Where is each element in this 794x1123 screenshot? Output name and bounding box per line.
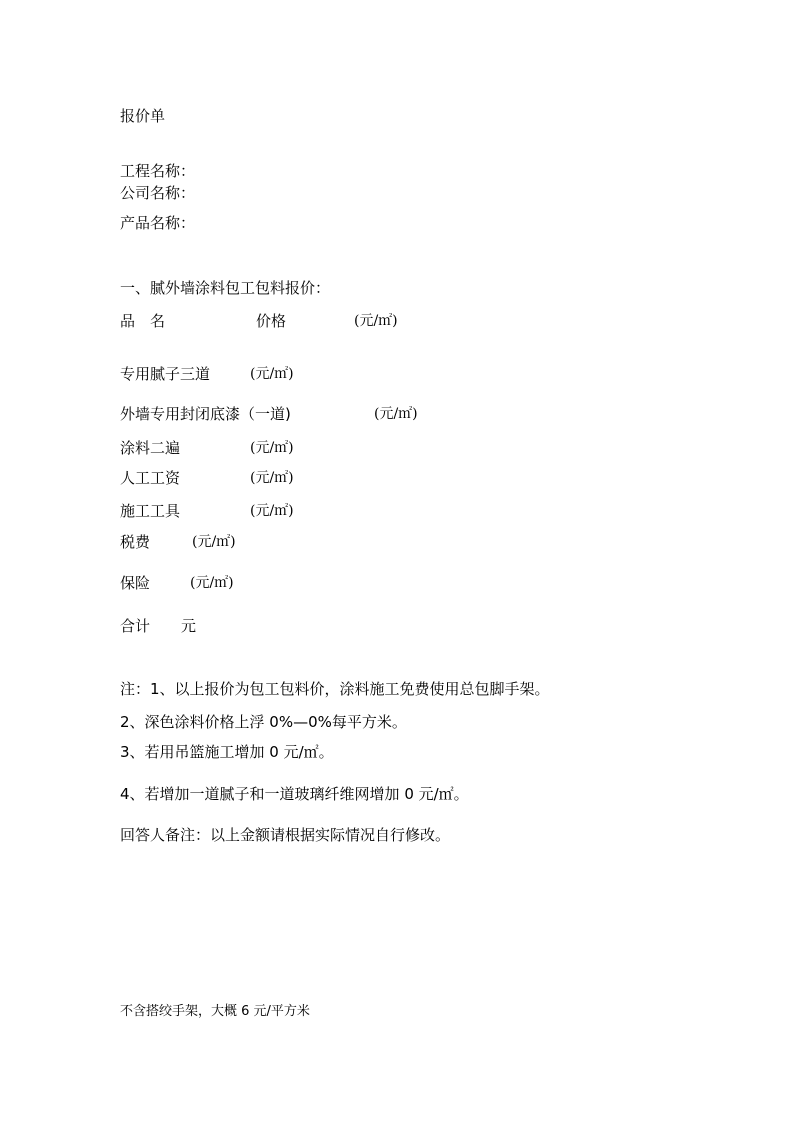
section-title: 一、腻外墙涂料包工包料报价： (120, 279, 331, 297)
list-item (120, 468, 520, 488)
header-unit: (元/㎡) (354, 313, 398, 329)
table-header (120, 311, 520, 331)
item-unit: (元/㎡) (192, 534, 236, 550)
note-3: 3、若用吊篮施工增加 0 元/㎡。 (120, 743, 334, 761)
list-item (120, 438, 520, 458)
field-company-name: 公司名称： (120, 184, 196, 202)
item-name: 税费 (120, 533, 151, 551)
header-name: 品 名 (120, 312, 166, 330)
answer-note: 回答人备注：以上金额请根据实际情况自行修改。 (120, 826, 451, 844)
item-unit: (元/㎡) (374, 406, 418, 422)
list-item (120, 364, 520, 384)
total-label: 合计 (120, 617, 151, 635)
item-unit: (元/㎡) (190, 575, 234, 591)
item-unit: (元/㎡) (250, 470, 294, 486)
doc-title: 报价单 (120, 107, 166, 125)
item-name: 保险 (120, 574, 151, 592)
item-name: 涂料二遍 (120, 439, 181, 457)
note-4: 4、若增加一道腻子和一道玻璃纤维网增加 0 元/㎡。 (120, 785, 469, 803)
total-row (120, 616, 520, 636)
note-1: 注：1、以上报价为包工包料价，涂料施工免费使用总包脚手架。 (120, 680, 550, 698)
header-price: 价格 (256, 312, 287, 330)
list-item (120, 404, 520, 424)
list-item (120, 573, 520, 593)
list-item (120, 501, 520, 521)
field-project-name: 工程名称： (120, 162, 196, 180)
item-unit: (元/㎡) (250, 366, 294, 382)
field-product-name: 产品名称： (120, 214, 196, 232)
item-name: 外墙专用封闭底漆（一道) (120, 405, 291, 423)
footer-note: 不含搭绞手架，大概 6 元/平方米 (120, 1004, 310, 1019)
item-name: 专用腻子三道 (120, 365, 211, 383)
list-item (120, 532, 520, 552)
item-unit: (元/㎡) (250, 503, 294, 519)
item-unit: (元/㎡) (250, 440, 294, 456)
item-name: 人工工资 (120, 469, 181, 487)
total-unit: 元 (181, 617, 197, 635)
note-2: 2、深色涂料价格上浮 0%—0%每平方米。 (120, 713, 407, 731)
item-name: 施工工具 (120, 502, 181, 520)
